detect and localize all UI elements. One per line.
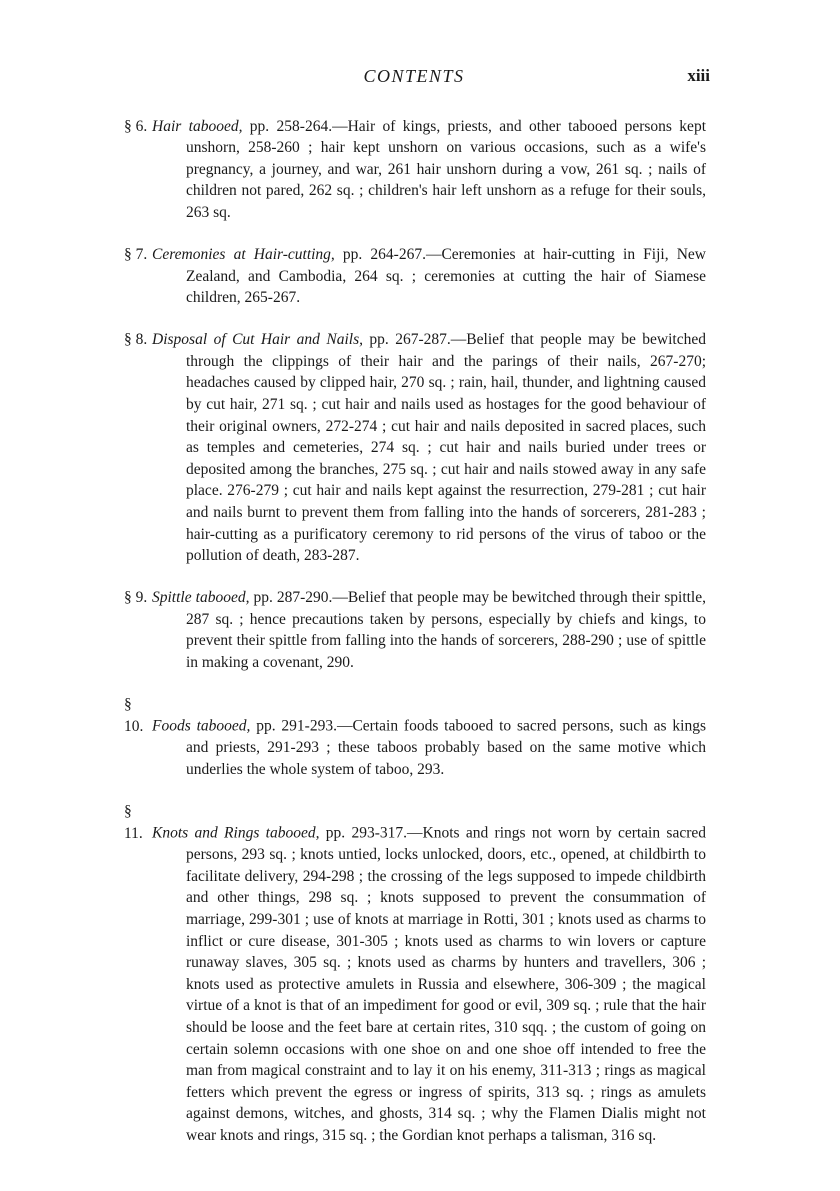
section-summary: pp. 287-290.—Belief that people may be bewitched through their spittle, 287 sq. ; hence precautions taken by persons, especially by chiefs and kings, to prevent their spittle from falling into the hands of sorcerers, 288-290 ; use of spittle in making a covenant, 290.: [186, 589, 706, 672]
section-title: Foods tabooed,: [152, 717, 251, 735]
section-title: Spittle tabooed,: [152, 589, 250, 607]
page-number: xiii: [687, 66, 710, 85]
section-number: § 10.: [124, 696, 144, 735]
section-number: § 11.: [124, 803, 143, 842]
section-summary: pp. 264-267.—Ceremonies at hair-cutting in Fiji, New Zealand, and Cambodia, 264 sq. ; ceremonies at cutting the hair of Siamese children, 265-267.: [186, 245, 706, 307]
running-head-title: CONTENTS: [363, 66, 465, 86]
section-number: § 6.: [124, 117, 148, 135]
section-summary: pp. 291-293.—Certain foods tabooed to sacred persons, such as kings and priests, 291-293 ; these taboos probably based on the same motive which underlies the whole system of taboo, 293.: [186, 717, 706, 778]
section-summary: pp. 258-264.—Hair of kings, priests, and other tabooed persons kept unshorn, 258-260 ; hair kept unshorn on various occasions, such as a wife's pregnancy, a journey, and war, 261 hair unshorn during a vow, 261 sq. ; nails of children not pared, 262 sq. ; children's hair left unshorn as a refuge for their souls, 263 sq.: [186, 117, 706, 221]
contents-entry: [124, 244, 706, 309]
section-summary: pp. 267-287.—Belief that people may be bewitched through the clippings of their hair and the parings of their nails, 267-270; headaches caused by clipped hair, 270 sq. ; rain, hail, thunder, and lightning caused by cut hair, 271 sq. ; cut hair and nails used as hostages for the good behaviour of their original owners, 272-274 ; cut hair and nails deposited in sacred places, such as temples and cemeteries, 274 sq. ; cut hair and nails buried under trees or deposited among the branches, 275 sq. ; cut hair and nails stowed away in any safe place. 276-279 ; cut hair and nails kept against the resurrection, 279-281 ; cut hair and nails burnt to prevent them from falling into the hands of sorcerers, 281-283 ; hair-cutting as a purificatory ceremony to rid persons of the virus of taboo or the pollution of death, 283-287.: [186, 331, 706, 565]
section-number: § 8.: [124, 331, 148, 349]
contents-entry: [124, 116, 706, 224]
running-head: [118, 66, 710, 92]
section-title: Ceremonies at Hair-cutting,: [152, 245, 335, 263]
section-number: § 9.: [124, 589, 148, 607]
section-summary: pp. 293-317.—Knots and rings not worn by certain sacred persons, 293 sq. ; knots untied, locks unlocked, doors, etc., opened, at childbirth to facilitate delivery, 294-298 ; the crossing of the legs supposed to impede childbirth and other things, 298 sq. ; knots supposed to prevent the consummation of marriage, 299-301 ; use of knots at marriage in Rotti, 301 ; knots used as charms to inflict or cure disease, 301-305 ; knots used as charms to win lovers or capture runaway slaves, 305 sq. ; knots used as charms by hunters and travellers, 306 ; knots used as protective amulets in Russia and elsewhere, 306-309 ; the magical virtue of a knot is that of an impediment for good or evil, 309 sq. ; rule that the hair should be loose and the feet bare at certain rites, 310 sqq. ; the custom of going on certain solemn occasions with one shoe on and one shoe off intended to free the man from magical constraint and to lay it on his enemy, 311-313 ; rings as magical fetters which prevent the egress or ingress of spirits, 313 sq. ; rings as amulets against demons, witches, and ghosts, 314 sq. ; why the Flamen Dialis might not wear knots and rings, 315 sq. ; the Gordian knot perhaps a talisman, 316 sq.: [186, 824, 707, 1144]
contents-list: [124, 100, 706, 1167]
contents-entry: [124, 329, 706, 567]
section-number: § 7.: [124, 245, 148, 263]
contents-entry: [124, 694, 706, 780]
contents-entry: [124, 801, 706, 1147]
section-title: Hair tabooed,: [152, 117, 243, 135]
section-title: Knots and Rings tabooed,: [152, 824, 320, 842]
contents-entry: [124, 587, 706, 673]
section-title: Disposal of Cut Hair and Nails,: [152, 331, 363, 349]
